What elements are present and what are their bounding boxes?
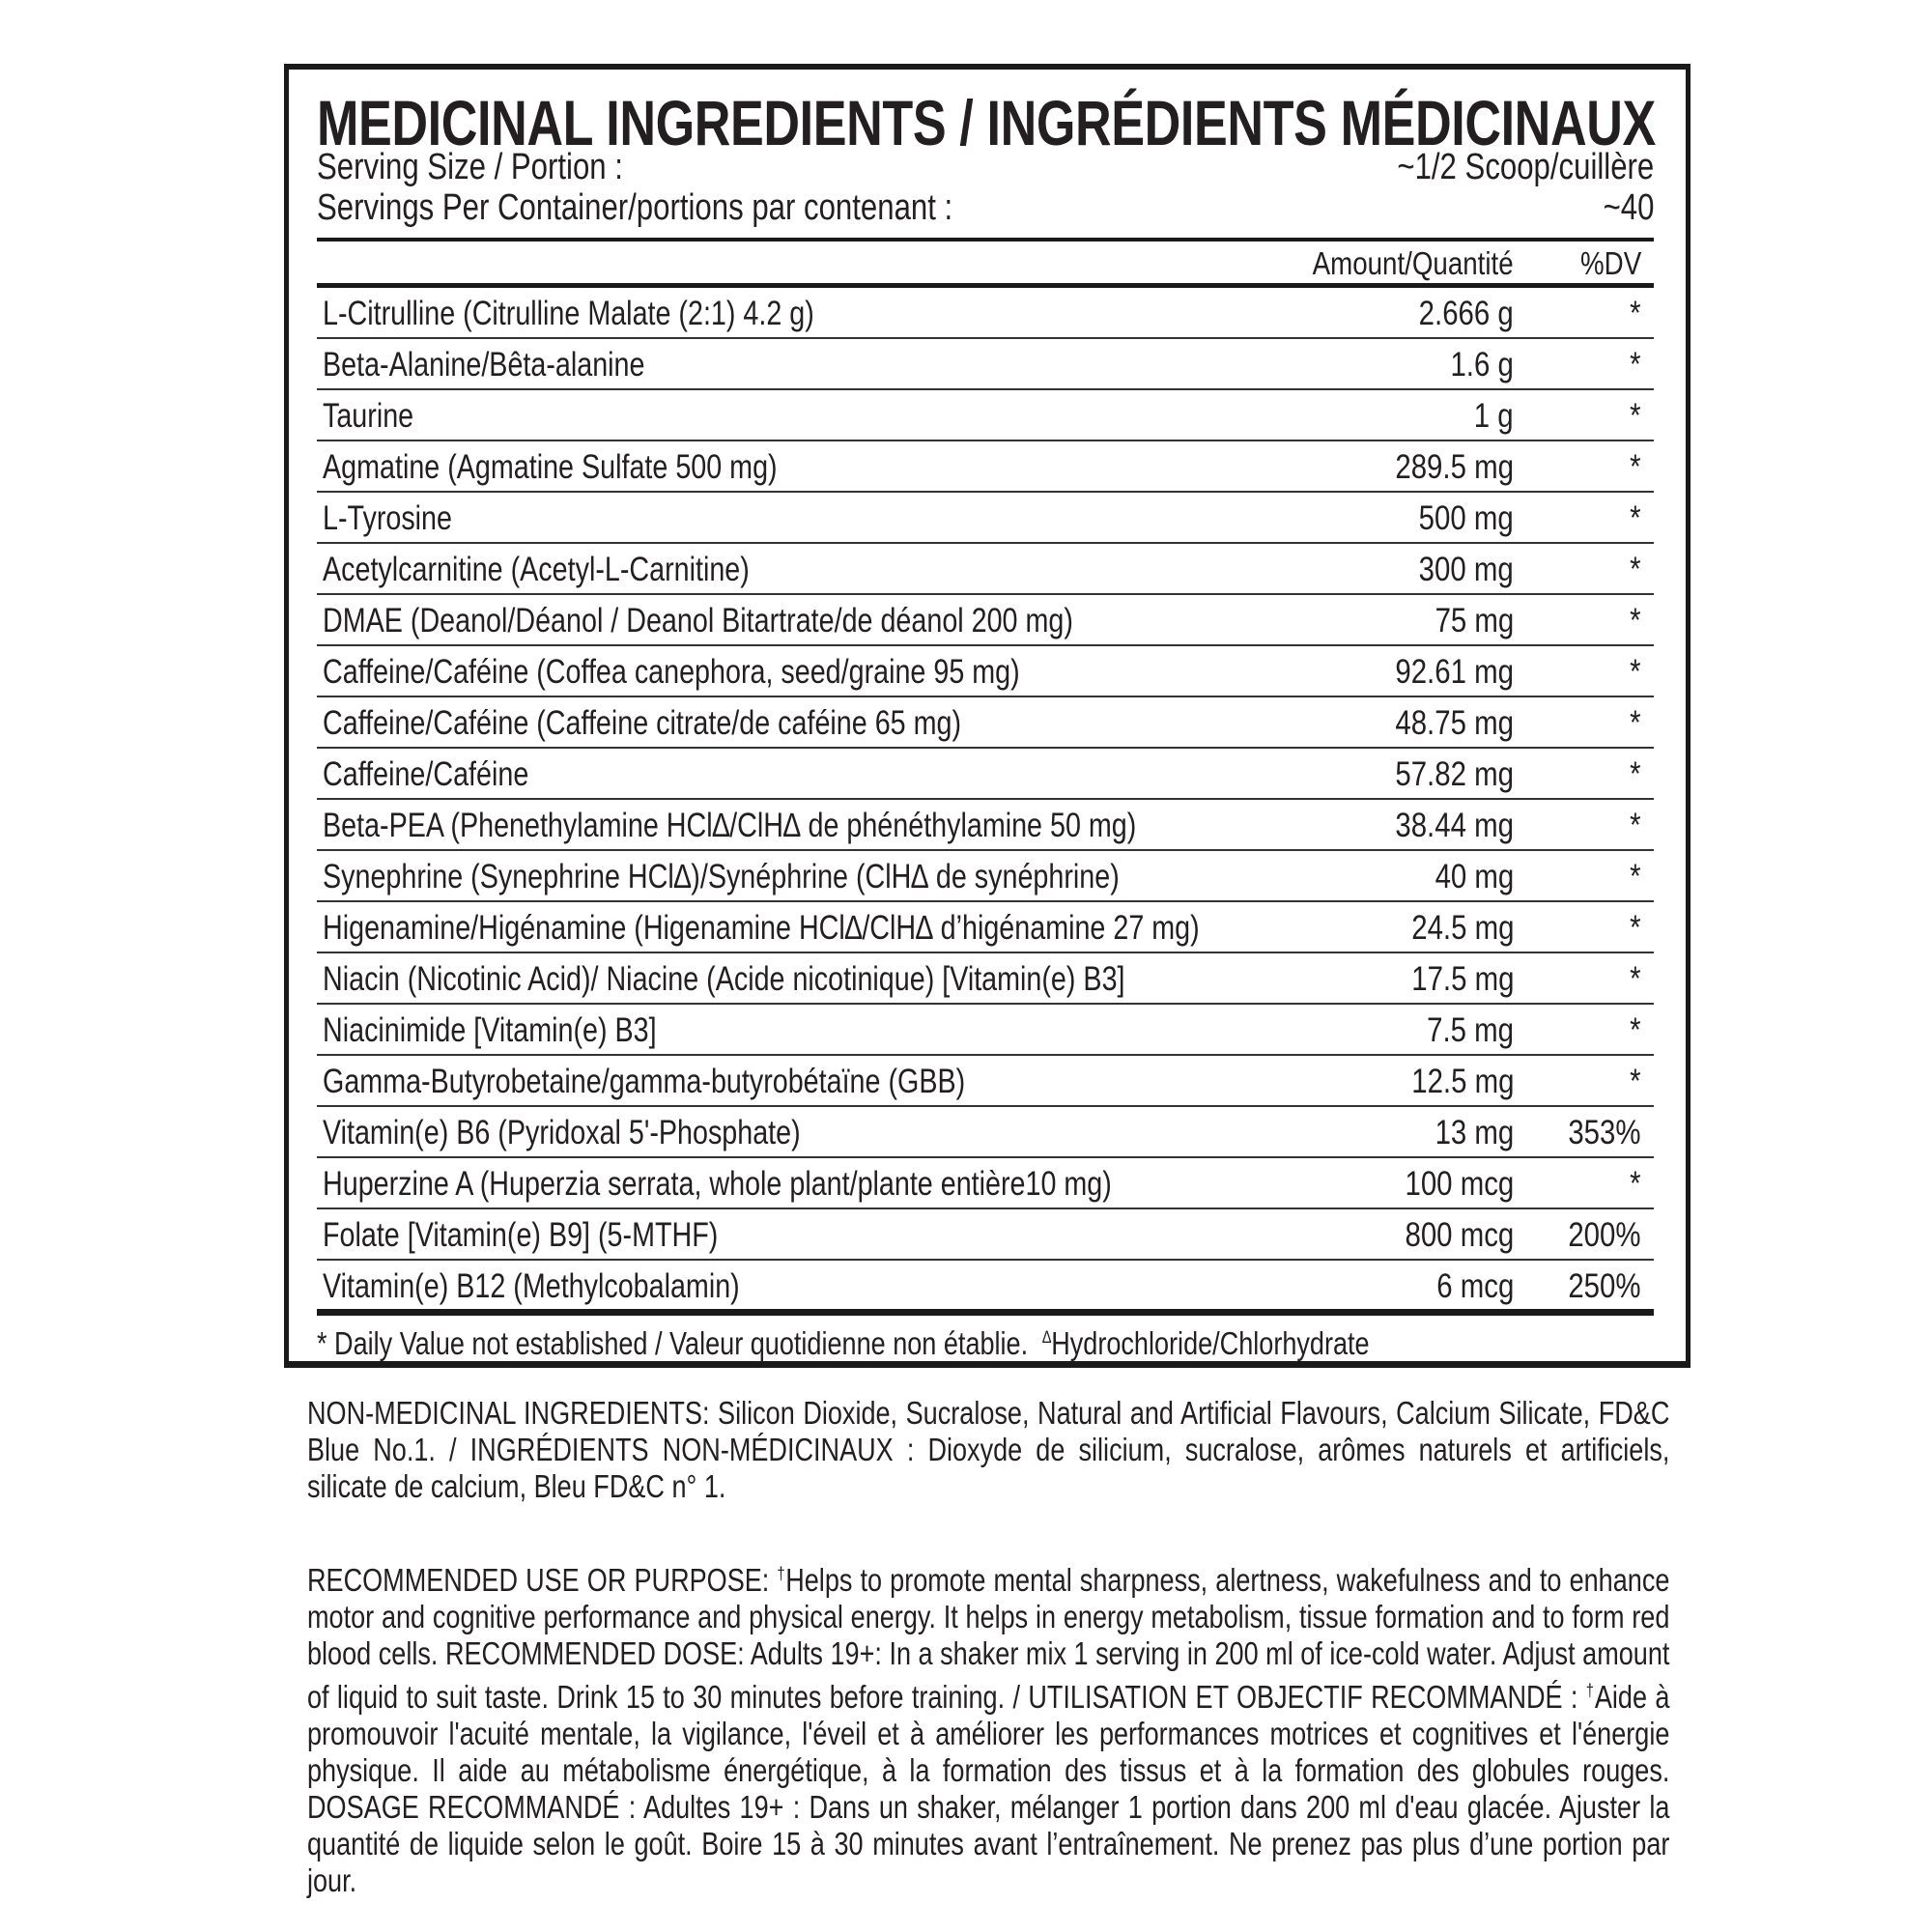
table-row [317,1158,1654,1209]
ingredient-amount: 300 mg [1418,551,1514,588]
ingredients-table [317,288,1654,1316]
ingredient-name: Acetylcarnitine (Acetyl-L-Carnitine) [323,551,750,588]
column-dv-header: %DV [1579,245,1641,281]
ingredient-amount: 6 mcg [1435,1267,1514,1305]
non-medicinal-label-en: NON-MEDICINAL INGREDIENTS: [307,1395,710,1431]
ingredient-dv: * [1630,295,1641,332]
ingredient-dv: * [1630,704,1641,742]
servings-value: ~40 [1603,187,1654,228]
ingredient-name: Huperzine A (Huperzia serrata, whole plant/plante entière10 mg) [323,1165,1112,1203]
footnote-hcl: Hydrochloride/Chlorhydrate [1051,1325,1370,1361]
non-medicinal-text-fr: Dioxyde de silicium, sucralose, arômes naturels et artificiels, silicate de calcium, Bleu FD&C n° 1. [307,1432,1670,1504]
ingredient-amount: 92.61 mg [1395,653,1514,691]
ingredient-amount: 1 g [1474,397,1514,435]
ingredient-name: Vitamin(e) B6 (Pyridoxal 5'-Phosphate) [323,1114,801,1151]
ingredient-name: Synephrine (Synephrine HCl∆)/Synéphrine (ClH∆ de synéphrine) [323,858,1120,895]
ingredient-name: Beta-PEA (Phenethylamine HCl∆/ClH∆ de phénéthylamine 50 mg) [323,807,1137,844]
panel-title: MEDICINAL INGREDIENTS / INGRÉDIENTS MÉDICINAUX [317,87,1656,158]
ingredient-dv: 250% [1568,1267,1641,1305]
ingredient-name: DMAE (Deanol/Déanol / Deanol Bitartrate/de déanol 200 mg) [323,602,1073,639]
table-row [317,749,1654,800]
ingredient-dv: * [1630,448,1641,486]
recommended-dose-text-en: : Adults 19+: In a shaker mix 1 serving in 200 ml of ice-cold water. Adjust amount of liquid to suit taste. Drink 15 to 30 minutes before training. / [307,1635,1670,1715]
ingredient-dv: * [1630,653,1641,691]
ingredient-name: L-Citrulline (Citrulline Malate (2:1) 4.2 g) [323,295,814,332]
ingredient-name: Gamma-Butyrobetaine/gamma-butyrobétaïne (GBB) [323,1063,966,1100]
ingredient-amount: 40 mg [1435,858,1514,895]
table-row [317,902,1654,953]
dagger-symbol-fr: † [1585,1681,1595,1700]
ingredient-amount: 48.75 mg [1395,704,1514,742]
ingredient-name: L-Tyrosine [323,499,452,537]
table-row [317,800,1654,851]
recommended-use-section [307,1555,1669,1899]
non-medicinal-text-en: Silicon Dioxide, Sucralose, Natural and Artificial Flavours, Calcium Silicate, FD&C Blue No.1. / [307,1395,1670,1467]
footnote [317,1325,1370,1362]
ingredient-name: Caffeine/Caféine (Coffea canephora, seed/graine 95 mg) [323,653,1020,691]
table-row [317,595,1654,646]
ingredient-dv: * [1630,602,1641,639]
ingredient-amount: 12.5 mg [1410,1063,1514,1100]
table-row [317,493,1654,544]
ingredient-name: Caffeine/Caféine (Caffeine citrate/de caféine 65 mg) [323,704,962,742]
table-row [317,1107,1654,1158]
ingredient-dv: * [1630,397,1641,435]
ingredient-name: Niacinimide [Vitamin(e) B3] [323,1011,657,1049]
recommended-use-text-fr: Aide à promouvoir l'acuité mentale, la vigilance, l'éveil et à améliorer les performances motrices et cognitives et l'énergie physique. Il aide au métabolisme énergétique, à la formation des tissus et à la formation des globules rouges. [307,1679,1670,1788]
ingredient-amount: 17.5 mg [1410,960,1514,998]
ingredient-amount: 24.5 mg [1410,909,1514,947]
ingredient-name: Niacin (Nicotinic Acid)/ Niacine (Acide nicotinique) [Vitamin(e) B3] [323,960,1125,998]
ingredient-name: Caffeine/Caféine [323,755,529,793]
ingredient-amount: 2.666 g [1418,295,1514,332]
recommended-use-label-fr: UTILISATION ET OBJECTIF RECOMMANDÉ : [1028,1679,1578,1715]
ingredient-name: Taurine [323,397,414,435]
column-header [317,242,1654,284]
serving-size-label: Serving Size / Portion : [317,147,623,187]
column-amount-header: Amount/Quantité [1312,245,1514,281]
ingredient-amount: 500 mg [1418,499,1514,537]
table-row [317,1056,1654,1107]
footnote-dv: * Daily Value not established / Valeur quotidienne non établie. [317,1325,1029,1361]
ingredient-amount: 7.5 mg [1427,1011,1514,1049]
table-row [317,390,1654,441]
dagger-symbol-en: † [777,1564,786,1583]
ingredient-dv: 353% [1568,1114,1641,1151]
serving-size-row [317,147,1654,189]
table-row [317,697,1654,749]
ingredient-name: Folate [Vitamin(e) B9] (5-MTHF) [323,1216,719,1254]
ingredient-dv: * [1630,909,1641,947]
ingredient-amount: 57.82 mg [1395,755,1514,793]
ingredient-amount: 38.44 mg [1395,807,1514,844]
table-row [317,1261,1654,1316]
serving-size-value: ~1/2 Scoop/cuillère [1397,147,1654,187]
delta-symbol: ∆ [1042,1327,1052,1347]
recommended-dose-text-fr: : Adultes 19+ : Dans un shaker, mélanger 1 portion dans 200 ml d'eau glacée. Ajuster la quantité de liquide selon le goût. Boire 15 à 30 minutes avant l’entraînement. Ne prenez pas plus d’une portion par jour. [307,1789,1670,1898]
ingredient-amount: 100 mcg [1405,1165,1514,1203]
table-row [317,851,1654,902]
servings-per-container-row [317,187,1654,230]
recommended-dose-label-en: RECOMMENDED DOSE [444,1635,738,1671]
ingredient-dv: * [1630,346,1641,384]
servings-label: Servings Per Container/portions par contenant : [317,187,953,228]
ingredient-amount: 13 mg [1435,1114,1514,1151]
ingredient-dv: * [1630,551,1641,588]
non-medicinal-ingredients [307,1395,1669,1505]
recommended-use-label-en: RECOMMENDED USE OR PURPOSE: [307,1562,770,1598]
table-row [317,1005,1654,1056]
ingredient-name: Beta-Alanine/Bêta-alanine [323,346,645,384]
table-row [317,953,1654,1005]
ingredient-dv: * [1630,960,1641,998]
ingredient-name: Agmatine (Agmatine Sulfate 500 mg) [323,448,778,486]
ingredient-dv: 200% [1568,1216,1641,1254]
ingredient-dv: * [1630,1011,1641,1049]
ingredient-dv: * [1630,755,1641,793]
ingredient-dv: * [1630,858,1641,895]
ingredient-amount: 289.5 mg [1395,448,1514,486]
ingredient-dv: * [1630,1165,1641,1203]
ingredient-dv: * [1630,1063,1641,1100]
table-row [317,1209,1654,1261]
ingredient-name: Vitamin(e) B12 (Methylcobalamin) [323,1267,740,1305]
recommended-dose-label-fr: DOSAGE RECOMMANDÉ [307,1789,620,1825]
table-row [317,544,1654,595]
recommended-use-text-en: Helps to promote mental sharpness, alertness, wakefulness and to enhance motor and cognitive performance and physical energy. It helps in energy metabolism, tissue formation and to form red blood cells. [307,1562,1670,1671]
table-row [317,441,1654,493]
table-row [317,288,1654,339]
ingredient-dv: * [1630,807,1641,844]
ingredient-amount: 800 mcg [1405,1216,1514,1254]
ingredient-name: Higenamine/Higénamine (Higenamine HCl∆/ClH∆ d’higénamine 27 mg) [323,909,1200,947]
table-row [317,646,1654,697]
ingredient-dv: * [1630,499,1641,537]
table-row [317,339,1654,390]
ingredient-amount: 75 mg [1435,602,1514,639]
ingredient-amount: 1.6 g [1450,346,1514,384]
non-medicinal-label-fr: INGRÉDIENTS NON-MÉDICINAUX : [469,1432,915,1467]
